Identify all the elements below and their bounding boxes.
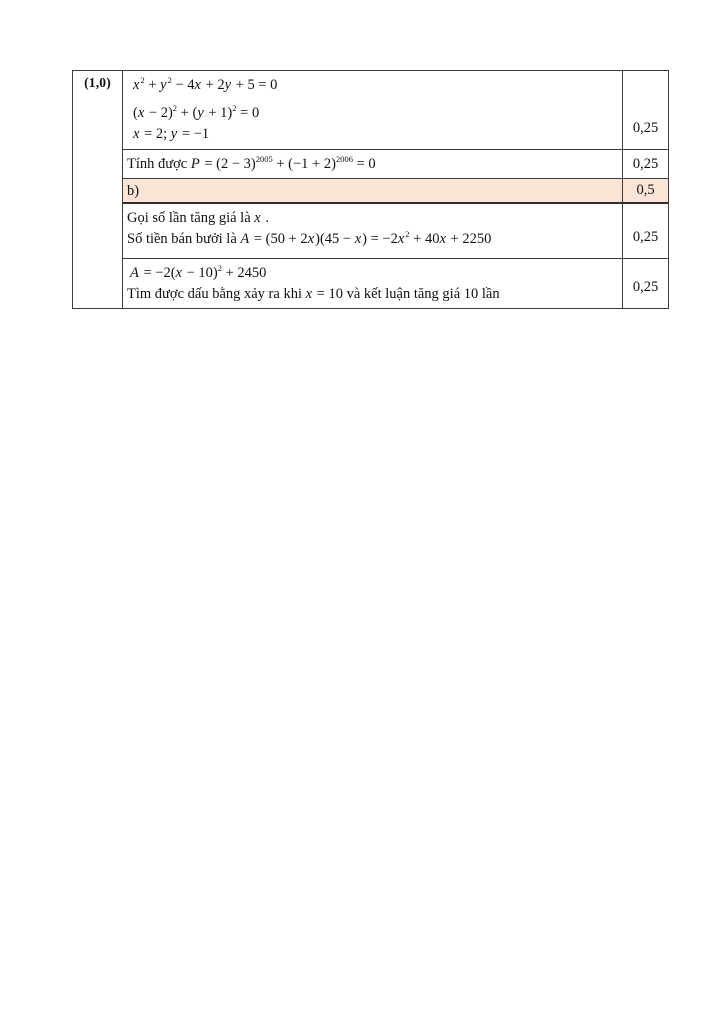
- math-line: Tính được $P = (2 - 3)^{2005} + (-1 + 2)^{2006} = 0$: [127, 154, 376, 172]
- grading-table: [72, 70, 669, 309]
- score-cell: [623, 258, 668, 308]
- math-line: $x^2 + y^2 - 4x + 2y + 5 = 0$: [133, 75, 278, 93]
- score-value: 0,25: [632, 155, 659, 172]
- score-value: 0,5: [636, 182, 655, 198]
- marks-label: (1,0): [84, 75, 111, 90]
- score-value: 0,25: [632, 120, 659, 136]
- solution-cell-part-a: [123, 71, 623, 149]
- score-cell: [623, 149, 668, 178]
- solution-cell-setup: [123, 204, 623, 258]
- score-value: 0,25: [632, 229, 659, 245]
- solution-cell-p-value: [123, 149, 623, 178]
- score-cell: [623, 71, 668, 149]
- score-cell: [623, 204, 668, 258]
- math-line: $(x - 2)^2 + (y + 1)^2 = 0$: [133, 103, 260, 121]
- criterion-text-line: Tìm được dấu bằng xảy ra khi x = 10 và kết luận tăng giá 10 lần: [127, 286, 500, 302]
- math-line: Số tiền bán bưởi là $A = (50 + 2x)(45 - x) = -2x^2 + 40x + 2250$: [127, 229, 492, 247]
- math-line: $A = -2(x - 10)^2 + 2450$: [130, 263, 267, 281]
- score-cell: [623, 178, 668, 204]
- score-value: 0,25: [632, 279, 659, 295]
- solution-cell-conclusion: [123, 258, 623, 308]
- marks-cell: [73, 71, 123, 308]
- criterion-text-line: Gọi số lần tăng giá là x .: [127, 210, 269, 226]
- math-line: x = 2; y = −1: [133, 126, 210, 142]
- part-b-header-cell: [123, 178, 623, 204]
- part-b-label: b): [127, 183, 140, 199]
